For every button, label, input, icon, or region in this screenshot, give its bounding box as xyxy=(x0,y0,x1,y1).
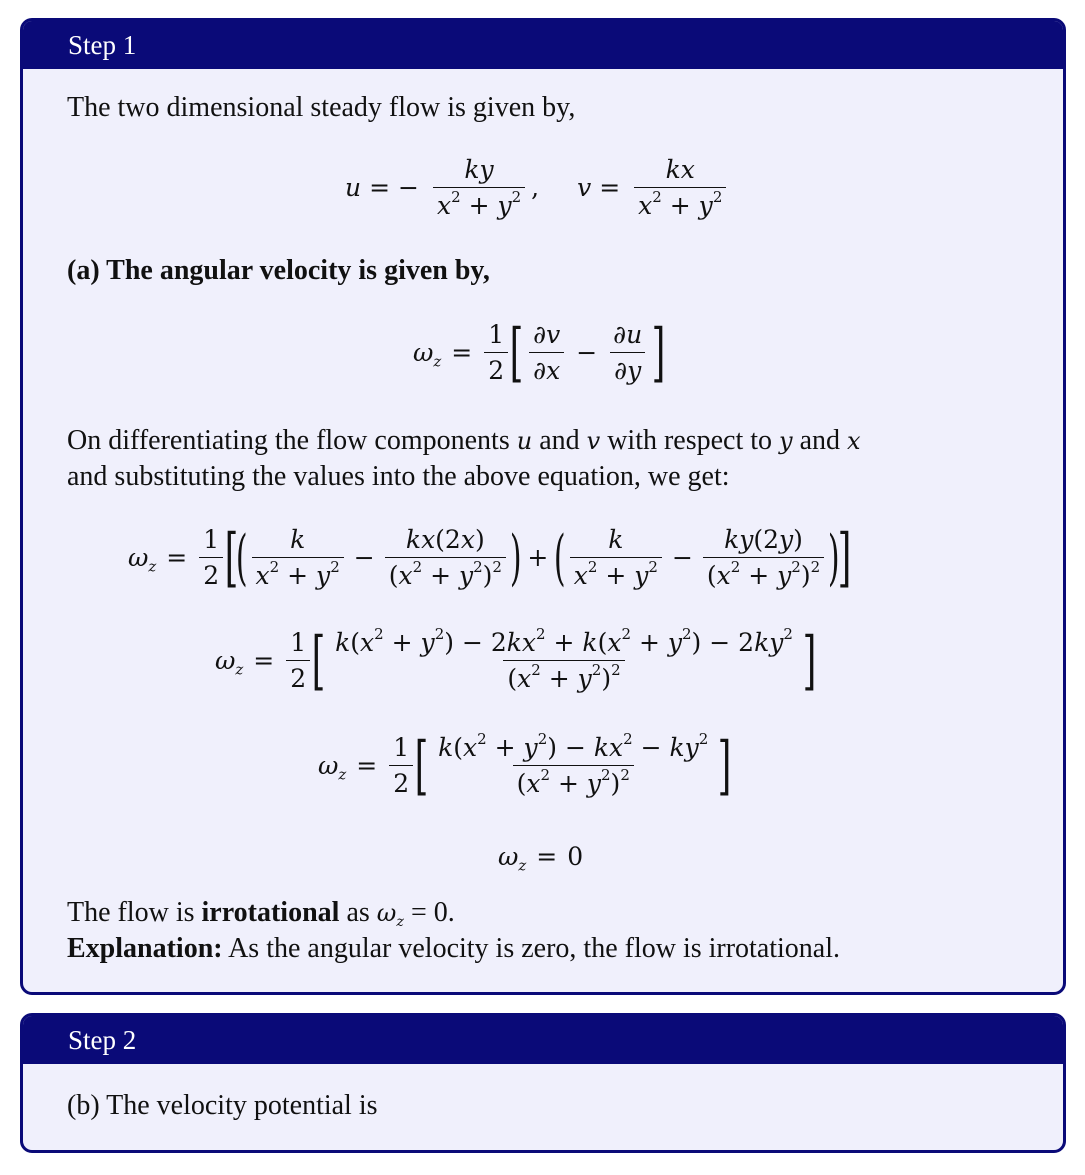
omega-expansion-3: $\omega_z$ = $\frac{1}{2}$ [ $\frac{k(x^2 + y^2) - kx^2 - ky^2}{(x^2 + y^2)^2}$ ] xyxy=(318,728,732,803)
omega-zero: $\omega_z$ = 0 xyxy=(498,842,584,875)
part-a-heading: (a) The angular velocity is given by, xyxy=(67,255,490,286)
step2-text: (b) The velocity potential is xyxy=(67,1090,378,1121)
step1-header: Step 1 xyxy=(23,21,1063,69)
explanation-body: As the angular velocity is zero, the flow is irrotational. xyxy=(228,933,841,964)
differentiation-text: On differentiating the flow components u and v with respect to y and x xyxy=(67,425,861,456)
explanation-text xyxy=(67,933,840,965)
flow-equation: u = − $\frac{ky}{x^2 + y^2}$ , v = $\frac{kx}{x^2 + y^2}$ xyxy=(345,155,732,220)
explanation-label: Explanation: xyxy=(67,933,223,964)
step2-box xyxy=(20,1013,1066,1153)
omega-expansion-1: $\omega_z$ = $\frac{1}{2}$ [ ( $\frac{k}{x^2 + y^2}$ − $\frac{kx(2x)}{(x^2 + y^2)^2}$ ) + ( $\frac{k}{x^2 + y^2}$ − $\frac{ky(2y)}{(x^2 + y^2)^2}$ ) ] xyxy=(128,520,851,595)
differentiation-text-2: and substituting the values into the above equation, we get: xyxy=(67,461,730,492)
omega-definition: $\omega_z$ = $\frac{1}{2}$ [ $\frac{\partial v}{\partial x}$ − $\frac{\partial u}{\partial y}$ ] xyxy=(413,315,666,390)
conclusion-text: The flow is irrotational as $\omega_z = 0$. xyxy=(67,897,455,931)
step2-header: Step 2 xyxy=(23,1016,1063,1064)
omega-expansion-2: $\omega_z$ = $\frac{1}{2}$ [ $\frac{k(x^2 + y^2) - 2kx^2 + k(x^2 + y^2) - 2ky^2}{(x^2 + y^2)^2}$ ] xyxy=(215,623,817,698)
intro-text: The two dimensional steady flow is given by, xyxy=(67,92,576,123)
